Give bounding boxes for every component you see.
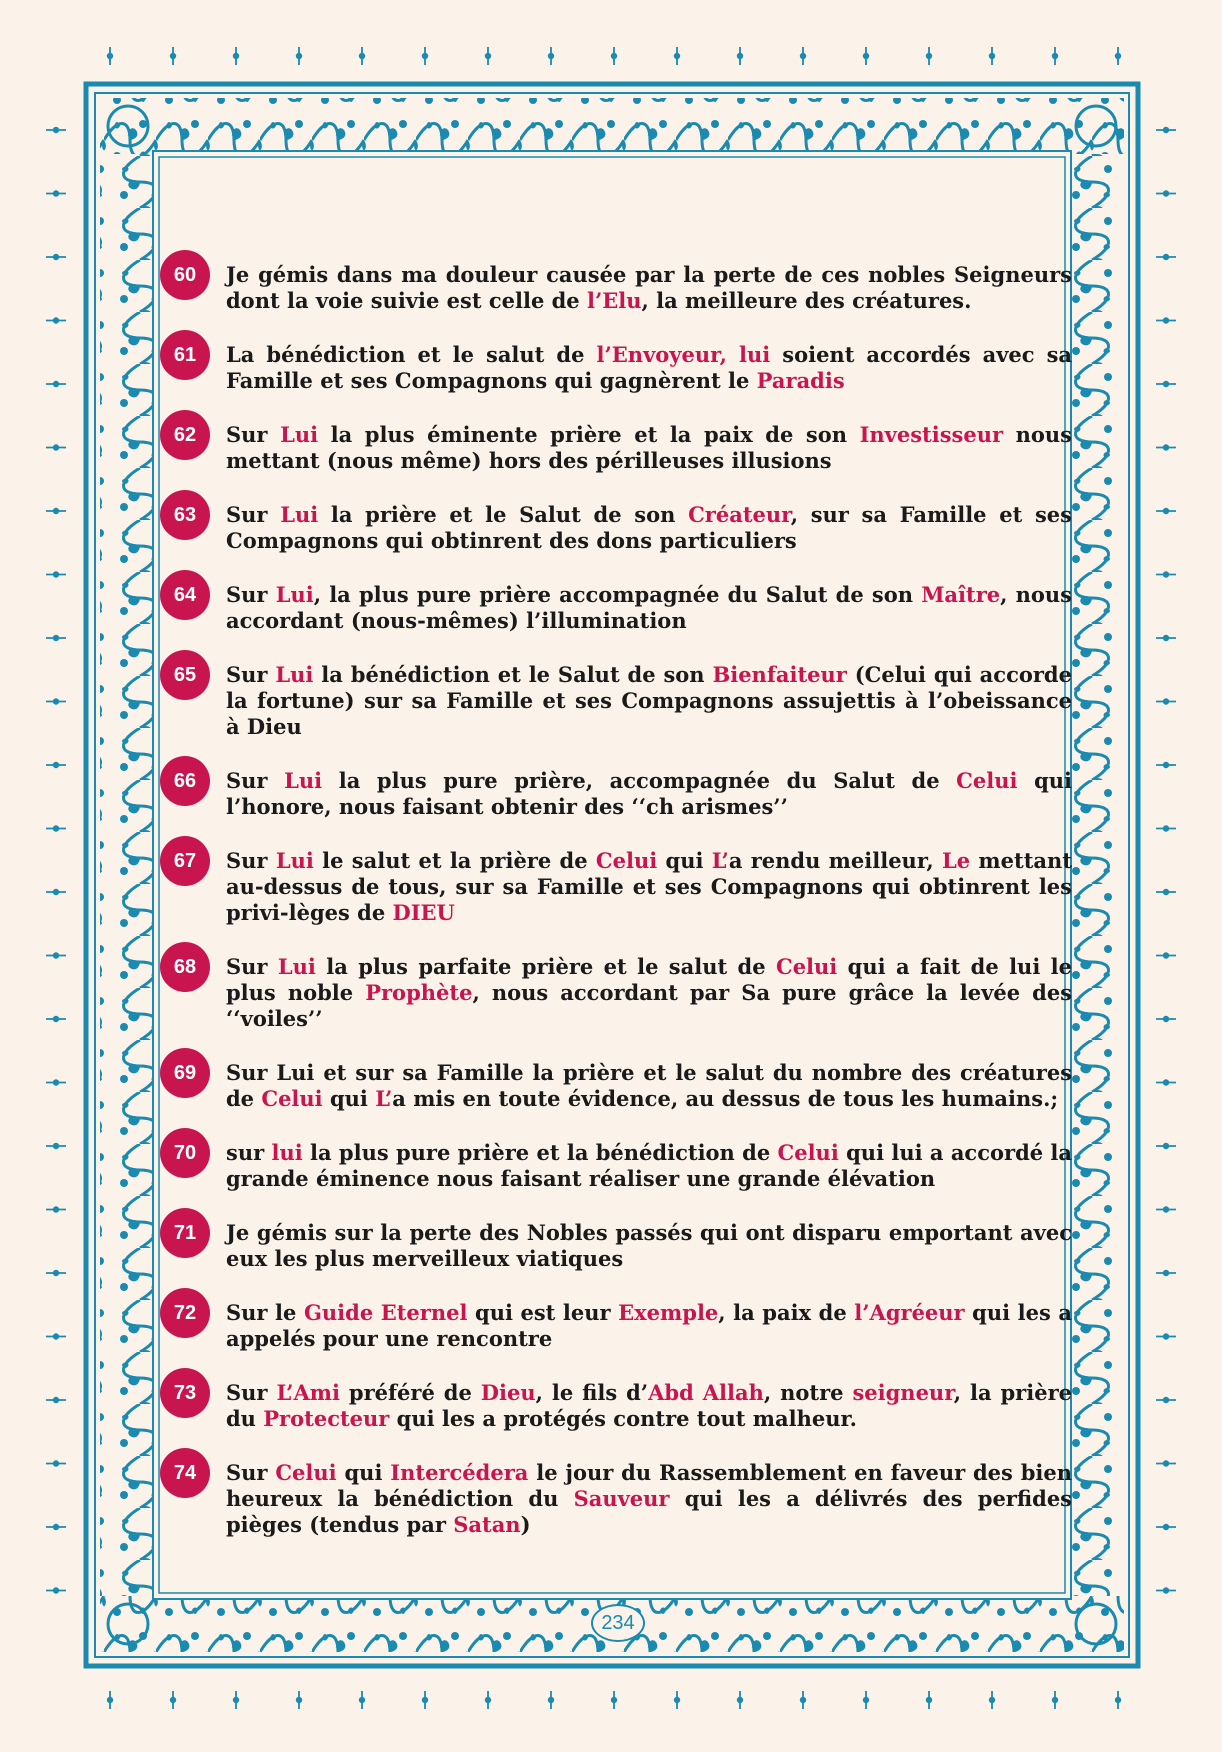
arrow-dot-icon: [863, 1691, 869, 1709]
arrow-dot-icon: [1156, 1397, 1176, 1403]
verse-61: [160, 342, 1072, 394]
verse-text-segment: qui les a protégés contre tout malheur.: [389, 1406, 857, 1431]
arrow-dot-icon: [422, 1691, 428, 1709]
verse-text-segment: Sur: [226, 1460, 276, 1485]
verse-text-segment: qui les a délivrés des perfides pièges (tendus par: [226, 1486, 1073, 1537]
arrow-dot-icon: [1156, 762, 1176, 768]
verse-text-segment: Sur: [226, 422, 281, 447]
arrow-dot-icon: [1156, 254, 1176, 260]
arrow-dot-icon: [107, 1691, 113, 1709]
highlighted-term: Exemple: [618, 1300, 719, 1325]
verse-text-segment: le jour du Rassemblement en faveur des bien heureux la bénédiction du: [226, 1460, 1072, 1511]
arrow-dot-icon: [989, 47, 995, 65]
arrow-dot-icon: [46, 127, 66, 133]
verse-text-segment: qui lui a accordé la grande éminence nous faisant réaliser une grande élévation: [226, 1140, 1073, 1191]
arrow-dot-icon: [1156, 635, 1176, 641]
arrow-dot-icon: [46, 571, 66, 577]
arrow-dot-icon: [46, 1397, 66, 1403]
arrow-dot-icon: [800, 47, 806, 65]
arrow-dot-icon: [1156, 508, 1176, 514]
arrow-dot-icon: [926, 47, 932, 65]
arrow-dot-icon: [46, 1524, 66, 1530]
verse-text-segment: qui: [336, 1460, 391, 1485]
arrow-dot-icon: [989, 1691, 995, 1709]
arrow-dot-icon: [1156, 825, 1176, 831]
arrow-dot-icon: [107, 47, 113, 65]
verse-64: [160, 582, 1072, 634]
arrow-dot-icon: [1156, 1143, 1176, 1149]
verse-text: [226, 768, 1072, 819]
highlighted-term: Protecteur: [263, 1406, 390, 1431]
arrow-dot-icon: [611, 1691, 617, 1709]
verse-text-segment: Sur: [226, 768, 285, 793]
arrow-dot-icon: [46, 1270, 66, 1276]
highlighted-term: Abd Allah: [648, 1380, 764, 1405]
verse-text-segment: , sur sa Famille et ses Compagnons qui obtinrent des dons particuliers: [226, 502, 1072, 553]
highlighted-term: L’: [375, 1086, 393, 1111]
verse-text-segment: a mis en toute évidence, au dessus de tous les humains.;: [392, 1086, 1059, 1111]
verse-text-segment: qui l’honore, nous faisant obtenir des ‘‘ch arismes’’: [226, 768, 1072, 819]
verse-60: [160, 262, 1072, 314]
verse-text-segment: (Celui qui accorde la fortune) sur sa Famille et ses Compagnons assujettis à l’obeissance à Dieu: [226, 662, 1072, 739]
arrow-dot-icon: [1052, 1691, 1058, 1709]
arrow-dot-icon: [1156, 190, 1176, 196]
arrow-dot-icon: [1156, 317, 1176, 323]
highlighted-term: Lui: [280, 422, 319, 447]
verse-text-segment: , nous accordant (nous-mêmes) l’illumination: [226, 582, 1073, 633]
arrow-dot-icon: [46, 381, 66, 387]
verse-text-segment: Je gémis sur la perte des Nobles passés qui ont disparu emportant avec eux les plus merveilleux viatiques: [226, 1220, 1072, 1271]
verse-text-segment: qui est leur: [467, 1300, 619, 1325]
highlighted-term: l’Envoyeur, lui: [596, 342, 771, 367]
highlighted-term: Celui: [595, 848, 658, 873]
arrow-dot-icon: [46, 1206, 66, 1212]
arrow-dot-icon: [46, 1079, 66, 1085]
arrow-dot-icon: [46, 635, 66, 641]
verse-number-badge: 62: [160, 410, 210, 460]
highlighted-term: L’Ami: [276, 1380, 340, 1405]
verse-text: [226, 954, 1072, 1031]
arrow-dot-icon: [1156, 571, 1176, 577]
verse-text: [226, 1220, 1072, 1271]
arrow-dot-icon: [1156, 1587, 1176, 1593]
arrow-dot-icon: [1052, 47, 1058, 65]
arrow-dot-icon: [46, 254, 66, 260]
arrow-dot-icon: [46, 1143, 66, 1149]
arrow-dot-icon: [296, 47, 302, 65]
arrow-dot-icon: [1156, 444, 1176, 450]
arrow-dot-icon: [1156, 381, 1176, 387]
verse-text-segment: Sur: [226, 848, 276, 873]
highlighted-term: Maître: [921, 582, 1001, 607]
highlighted-term: Prophète: [365, 980, 473, 1005]
highlighted-term: Le: [941, 848, 971, 873]
arrow-dot-icon: [170, 1691, 176, 1709]
arrow-dot-icon: [1156, 127, 1176, 133]
verse-text: [226, 262, 1072, 313]
verse-number-badge: 67: [160, 836, 210, 886]
verse-text-segment: , la paix de: [718, 1300, 855, 1325]
highlighted-term: Celui: [777, 1140, 839, 1165]
verse-number-badge: 68: [160, 942, 210, 992]
arrow-dot-icon: [1156, 1206, 1176, 1212]
verse-text-segment: Sur: [226, 502, 281, 527]
arrow-dot-icon: [46, 698, 66, 704]
verse-text-segment: qui a fait de lui le plus noble: [226, 954, 1073, 1005]
verse-number-badge: 73: [160, 1368, 210, 1418]
verse-66: [160, 768, 1072, 820]
arrow-dot-icon: [1156, 698, 1176, 704]
arrow-dot-icon: [548, 1691, 554, 1709]
arrow-dot-icon: [1156, 1460, 1176, 1466]
arrow-dot-icon: [1156, 1079, 1176, 1085]
arrow-dot-icon: [1156, 1270, 1176, 1276]
verse-text: [226, 342, 1072, 393]
verse-text: [226, 502, 1072, 553]
verse-text: [226, 1060, 1072, 1111]
verse-text-segment: la plus éminente prière et la paix de son: [318, 422, 860, 447]
highlighted-term: Bienfaiteur: [712, 662, 847, 687]
highlighted-term: Celui: [956, 768, 1018, 793]
verse-text-segment: la plus parfaite prière et le salut de: [315, 954, 776, 979]
verse-text-segment: , notre: [763, 1380, 853, 1405]
highlighted-term: Investisseur: [859, 422, 1004, 447]
arrow-dot-icon: [296, 1691, 302, 1709]
arrow-dot-icon: [46, 952, 66, 958]
arrow-dot-icon: [46, 508, 66, 514]
page-number: 234: [591, 1604, 645, 1642]
verse-text-segment: la plus pure prière et la bénédiction de: [302, 1140, 778, 1165]
arrow-dot-icon: [233, 1691, 239, 1709]
highlighted-term: l’Elu: [586, 288, 642, 313]
arrow-dot-icon: [548, 47, 554, 65]
highlighted-term: Intercédera: [390, 1460, 529, 1485]
highlighted-term: Celui: [261, 1086, 323, 1111]
verse-text-segment: a rendu meilleur,: [728, 848, 942, 873]
verse-72: [160, 1300, 1072, 1352]
arrow-dot-icon: [170, 47, 176, 65]
arrow-dot-icon: [46, 1587, 66, 1593]
arrow-dot-icon: [359, 47, 365, 65]
verse-74: [160, 1460, 1072, 1538]
verse-number-badge: 66: [160, 756, 210, 806]
verse-text-segment: le salut et la prière de: [313, 848, 596, 873]
verse-text: [226, 1300, 1072, 1351]
arrow-dot-icon: [674, 47, 680, 65]
arrow-dot-icon: [46, 1333, 66, 1339]
highlighted-term: Créateur: [688, 502, 791, 527]
verse-text-segment: Sur: [226, 582, 276, 607]
arrow-dot-icon: [233, 47, 239, 65]
arrow-dot-icon: [1156, 952, 1176, 958]
verse-text-segment: sur: [226, 1140, 272, 1165]
arrow-dot-icon: [485, 47, 491, 65]
arrow-dot-icon: [46, 190, 66, 196]
verse-text-segment: préféré de: [339, 1380, 481, 1405]
verse-73: [160, 1380, 1072, 1432]
verse-text-segment: , nous accordant par Sa pure grâce la levée des ‘‘voiles’’: [226, 980, 1072, 1031]
verse-70: [160, 1140, 1072, 1192]
verse-text-segment: La bénédiction et le salut de: [226, 342, 597, 367]
verse-number-badge: 61: [160, 330, 210, 380]
verse-text-segment: mettant au-dessus de tous, sur sa Famille et ses Compagnons qui obtinrent les privi-lèges de: [226, 848, 1072, 925]
highlighted-term: Lui: [275, 662, 314, 687]
verse-text: [226, 1460, 1072, 1537]
verse-number-badge: 64: [160, 570, 210, 620]
verse-text-segment: qui les a appelés pour une rencontre: [226, 1300, 1072, 1351]
highlighted-term: Lui: [277, 954, 316, 979]
verse-text-segment: la prière et le Salut de son: [318, 502, 689, 527]
highlighted-term: Lui: [275, 848, 314, 873]
arrow-dot-icon: [46, 889, 66, 895]
highlighted-term: Sauveur: [573, 1486, 670, 1511]
highlighted-term: seigneur: [852, 1380, 954, 1405]
arrow-dot-icon: [46, 317, 66, 323]
highlighted-term: Lui: [284, 768, 323, 793]
verse-text-segment: Sur Lui et sur sa Famille la prière et le salut du nombre des créatures de: [226, 1060, 1072, 1111]
verse-text-segment: Sur: [226, 954, 278, 979]
verse-text: [226, 582, 1072, 633]
arrow-dot-icon: [1156, 1016, 1176, 1022]
verse-63: [160, 502, 1072, 554]
verse-text: [226, 422, 1072, 473]
arrow-dot-icon: [46, 825, 66, 831]
verse-number-badge: 60: [160, 250, 210, 300]
arrow-dot-icon: [1115, 47, 1121, 65]
highlighted-term: Lui: [275, 582, 314, 607]
verse-62: [160, 422, 1072, 474]
highlighted-term: l’Agréeur: [854, 1300, 965, 1325]
verse-text: [226, 1380, 1072, 1431]
arrow-dot-icon: [674, 1691, 680, 1709]
arrow-dot-icon: [1115, 1691, 1121, 1709]
verse-number-badge: 74: [160, 1448, 210, 1498]
verse-text: [226, 1140, 1072, 1191]
arrow-dot-icon: [1156, 889, 1176, 895]
verse-67: [160, 848, 1072, 926]
arrow-dot-icon: [46, 1460, 66, 1466]
verse-text-segment: , la prière du: [226, 1380, 1073, 1431]
arrow-dot-icon: [737, 1691, 743, 1709]
arrow-dot-icon: [46, 1016, 66, 1022]
verse-text: [226, 848, 1072, 925]
verse-text-segment: , la plus pure prière accompagnée du Salut de son: [313, 582, 922, 607]
verse-text-segment: qui: [322, 1086, 376, 1111]
highlighted-term: Celui: [775, 954, 838, 979]
verse-number-badge: 71: [160, 1208, 210, 1258]
verse-number-badge: 72: [160, 1288, 210, 1338]
highlighted-term: L’: [711, 848, 729, 873]
arrow-dot-icon: [422, 47, 428, 65]
arrow-dot-icon: [863, 47, 869, 65]
arrow-dot-icon: [737, 47, 743, 65]
verse-text-segment: Sur le: [226, 1300, 304, 1325]
verse-number-badge: 70: [160, 1128, 210, 1178]
verse-text-segment: , la meilleure des créatures.: [641, 288, 972, 313]
verse-text: [226, 662, 1072, 739]
verse-number-badge: 63: [160, 490, 210, 540]
arrow-dot-icon: [1156, 1524, 1176, 1530]
verse-68: [160, 954, 1072, 1032]
verse-text-segment: ): [520, 1512, 531, 1537]
highlighted-term: Celui: [275, 1460, 337, 1485]
verse-text-segment: la plus pure prière, accompagnée du Salut de: [322, 768, 957, 793]
arrow-dot-icon: [926, 1691, 932, 1709]
verse-text-segment: qui: [657, 848, 712, 873]
verse-text-segment: Je gémis dans ma douleur causée par la perte de ces nobles Seigneurs dont la voie suivie est celle de: [226, 262, 1072, 313]
verse-text-segment: Sur: [226, 1380, 277, 1405]
arrow-dot-icon: [46, 444, 66, 450]
verse-71: [160, 1220, 1072, 1272]
verse-text-segment: nous mettant (nous même) hors des périlleuses illusions: [226, 422, 1072, 473]
verse-65: [160, 662, 1072, 740]
highlighted-term: lui: [271, 1140, 303, 1165]
arrow-dot-icon: [485, 1691, 491, 1709]
highlighted-term: Dieu: [480, 1380, 536, 1405]
verse-number-badge: 65: [160, 650, 210, 700]
verse-text-segment: , le fils d’: [535, 1380, 649, 1405]
highlighted-term: Paradis: [756, 368, 845, 393]
arrow-dot-icon: [800, 1691, 806, 1709]
verse-text-segment: Sur: [226, 662, 276, 687]
highlighted-term: DIEU: [392, 900, 455, 925]
arrow-dot-icon: [1156, 1333, 1176, 1339]
verse-69: [160, 1060, 1072, 1112]
verse-text-segment: la bénédiction et le Salut de son: [313, 662, 713, 687]
verse-list: [160, 262, 1072, 1566]
highlighted-term: Guide Eternel: [303, 1300, 468, 1325]
highlighted-term: Lui: [280, 502, 319, 527]
verse-number-badge: 69: [160, 1048, 210, 1098]
highlighted-term: Satan: [453, 1512, 521, 1537]
arrow-dot-icon: [611, 47, 617, 65]
arrow-dot-icon: [46, 762, 66, 768]
verse-text-segment: soient accordés avec sa Famille et ses Compagnons qui gagnèrent le: [226, 342, 1073, 393]
arrow-dot-icon: [359, 1691, 365, 1709]
